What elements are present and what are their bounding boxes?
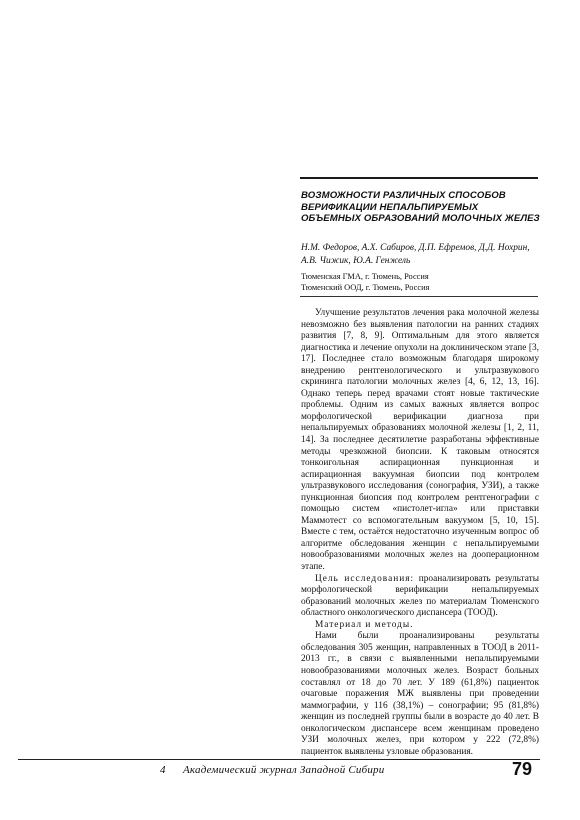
- methods-heading: [301, 620, 539, 632]
- affiliations: [301, 272, 541, 293]
- goal-paragraph: [301, 574, 539, 620]
- goal-label: Цель исследования:: [315, 573, 415, 584]
- methods-label: Материал и методы.: [315, 619, 414, 630]
- affiliation-rule: [300, 296, 538, 297]
- journal-name: Академический журнал Западной Сибири: [183, 764, 385, 776]
- intro-paragraph: Улучшение результатов лечения рака молочной железы невозможно без выявления патологии на ранних стадиях развития [7, 8, 9]. Оптимальным для этого является диагностика и лечение опухоли на доклиническом этапе [3, 17]. Последнее стало возможным благодаря широкому внедрению рентгенологического и ультразвукового скрининга патологии молочных желез [4, 6, 12, 13, 16]. Однако теперь перед врачами стоят новые тактические проблемы. Одним из самых важных является вопрос морфологической верификации диагноза при непальпируемых образованиях молочной железы [1, 2, 11, 14]. За последнее десятилетие разработаны эффективные методы чрезкожной биопсии. К таковым относятся тонкоигольная аспирационная пункционная и аспирационная вакуумная биопсии под контролем ультразвукового исследования (сонография, УЗИ), а также пункционная биопсия под контролем рентгенографии с помощью систем «пистолет-игла» или приставки Маммотест со вспомогательным вакуумом [5, 10, 15]. Вместе с тем, остаётся недостаточно изученным вопрос об алгоритме обследования женщин с непальпируемыми новообразованиями молочных желез на дооперационном этапе.: [301, 308, 539, 573]
- issue-number: 4: [160, 764, 166, 776]
- footer-rule: [18, 759, 540, 760]
- article-title: ВОЗМОЖНОСТИ РАЗЛИЧНЫХ СПОСОБОВ ВЕРИФИКАЦИИ НЕПАЛЬПИРУЕМЫХ ОБЪЕМНЫХ ОБРАЗОВАНИЙ МОЛОЧНЫХ ЖЕЛЕЗ: [301, 190, 540, 225]
- page-number: 79: [512, 759, 533, 779]
- affiliation-2: Тюменский ООД, г. Тюмень, Россия: [301, 282, 430, 292]
- article-body: [301, 308, 539, 758]
- article-authors: Н.М. Федоров, А.Х. Сабиров, Д.П. Ефремов, Д.Д. Нохрин, А.В. Чижик, Ю.А. Генжель: [301, 243, 530, 266]
- methods-paragraph: Нами были проанализированы результаты обследования 305 женщин, направленных в ТООД в 2011-2013 гг., в связи с выявленными непальпируемыми новообразованиями молочных желез. Возраст больных составлял от 18 до 70 лет. У 189 (61,8%) пациенток очаговые поражения МЖ выявлены при проведении маммографии, у 116 (38,1%) – сонографии; 95 (81,8%) женщин из последней группы были в возрасте до 40 лет. В онкологическом диспансере всем женщинам проведено УЗИ молочных желез, при котором у 222 (72,8%) пациенток выявлены узловые образования.: [301, 631, 539, 757]
- goal-text: проанализировать результаты морфологической верификации непальпируемых образований молочных желез по материалам Тюменского областного онкологического диспансера (ТООД).: [301, 573, 539, 619]
- header-rule: [300, 177, 538, 179]
- affiliation-1: Тюменская ГМА, г. Тюмень, Россия: [301, 272, 429, 281]
